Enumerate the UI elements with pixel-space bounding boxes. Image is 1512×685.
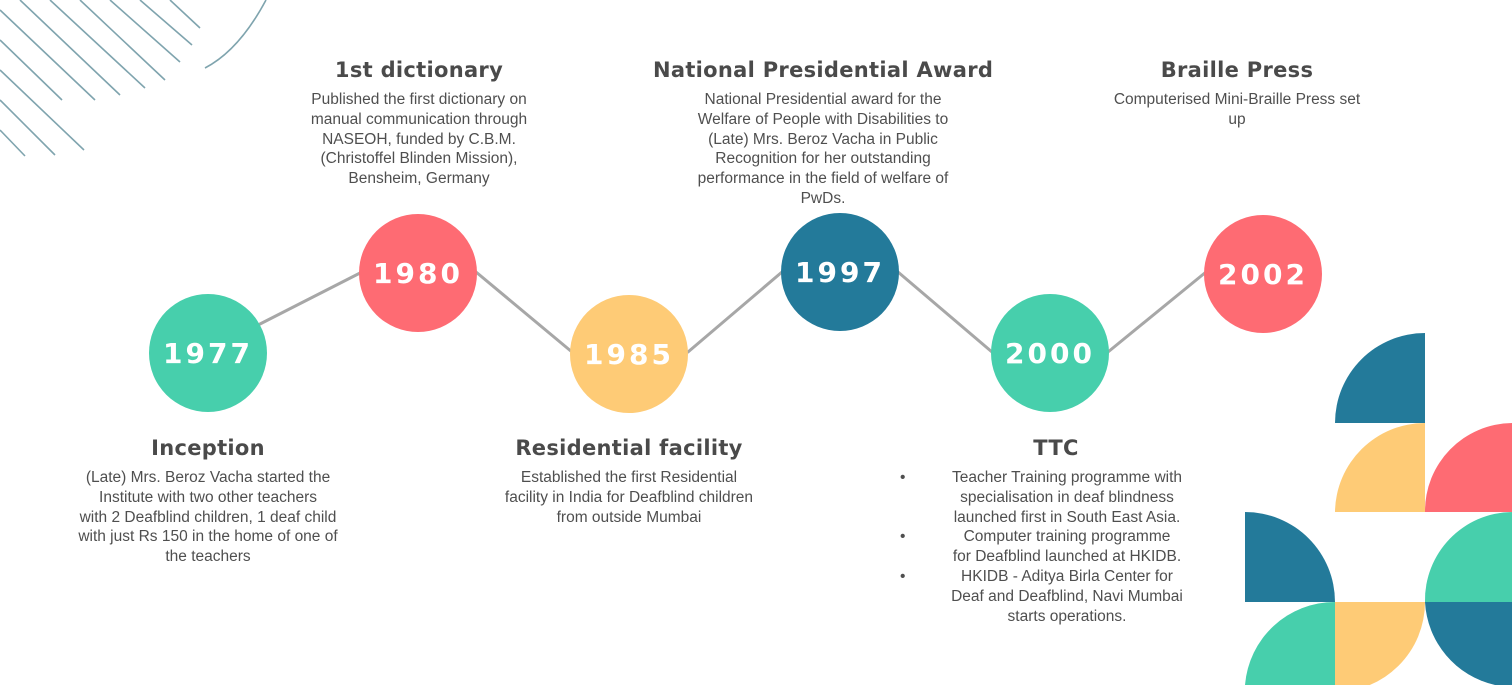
description-line: NASEOH, funded by C.B.M. bbox=[322, 130, 516, 148]
milestone-2000-text bbox=[896, 436, 1216, 626]
milestone-description bbox=[259, 90, 579, 189]
description-line: (Late) Mrs. Beroz Vacha in Public bbox=[708, 130, 938, 148]
description-line: Established the first Residential bbox=[520, 469, 738, 486]
bullet-item bbox=[896, 527, 1216, 567]
milestone-heading: Residential facility bbox=[515, 436, 743, 460]
bullet-line: for Deafblind launched at HKIDB. bbox=[952, 548, 1182, 566]
bullet-item bbox=[896, 468, 1216, 527]
milestone-2002-text bbox=[1077, 58, 1397, 130]
bullet-line: • Computer training programme bbox=[963, 528, 1171, 546]
description-line: Institute with two other teachers bbox=[99, 488, 317, 506]
milestone-circle-1997 bbox=[781, 213, 899, 331]
description-line: Bensheim, Germany bbox=[348, 170, 490, 188]
milestone-1977-text bbox=[48, 436, 368, 567]
description-line: PwDs. bbox=[800, 189, 846, 207]
bullet-line: starts operations. bbox=[1007, 607, 1127, 625]
bullet-item bbox=[896, 567, 1216, 626]
bullet-line: • HKIDB - Aditya Birla Center for bbox=[961, 567, 1173, 585]
milestone-heading: TTC bbox=[1033, 436, 1079, 460]
bullet-line: launched first in South East Asia. bbox=[953, 508, 1181, 526]
year-label: 1980 bbox=[373, 256, 463, 290]
milestone-1985-text bbox=[464, 436, 794, 527]
milestone-heading: Braille Press bbox=[1160, 58, 1314, 82]
milestone-1980-text bbox=[259, 58, 579, 189]
milestone-description bbox=[464, 468, 794, 527]
milestone-heading: 1st dictionary bbox=[334, 58, 504, 82]
description-line: from outside Mumbai bbox=[556, 508, 702, 526]
milestone-heading: Inception bbox=[151, 436, 265, 460]
milestone-heading: National Presidential Award bbox=[653, 58, 994, 82]
description-line: Published the first dictionary on bbox=[311, 91, 527, 108]
year-label: 1985 bbox=[584, 337, 674, 371]
description-line: (Late) Mrs. Beroz Vacha started the bbox=[85, 469, 331, 486]
milestone-circle-1977 bbox=[149, 294, 267, 412]
description-line: Computerised Mini-Braille Press set bbox=[1113, 91, 1361, 108]
year-label: 2002 bbox=[1218, 257, 1308, 291]
description-line: facility in India for Deafblind children bbox=[504, 488, 754, 506]
milestone-description bbox=[653, 90, 993, 209]
milestone-circle-2002 bbox=[1204, 215, 1322, 333]
description-line: manual communication through bbox=[310, 110, 528, 128]
description-line: Recognition for her outstanding bbox=[715, 150, 931, 168]
bullet-line: specialisation in deaf blindness bbox=[960, 488, 1174, 506]
milestone-circle-1980 bbox=[359, 214, 477, 332]
description-line: with 2 Deafblind children, 1 deaf child bbox=[79, 508, 337, 526]
description-line: the teachers bbox=[165, 548, 251, 566]
year-label: 2000 bbox=[1005, 336, 1095, 370]
milestone-circle-1985 bbox=[570, 295, 688, 413]
bullet-line: • Teacher Training programme with bbox=[951, 469, 1183, 486]
description-line: National Presidential award for the bbox=[704, 91, 942, 108]
description-line: (Christoffel Blinden Mission), bbox=[320, 150, 518, 168]
description-line: performance in the field of welfare of bbox=[697, 170, 949, 188]
description-line: up bbox=[1228, 110, 1246, 128]
milestone-circle-2000 bbox=[991, 294, 1109, 412]
description-line: with just Rs 150 in the home of one of bbox=[78, 528, 338, 546]
milestone-1997-text bbox=[653, 58, 993, 209]
milestone-bullet-list bbox=[896, 468, 1216, 626]
milestone-description bbox=[1077, 90, 1397, 130]
year-label: 1997 bbox=[795, 255, 885, 289]
description-line: Welfare of People with Disabilities to bbox=[697, 110, 949, 128]
bullet-line: Deaf and Deafblind, Navi Mumbai bbox=[951, 587, 1183, 605]
milestone-description bbox=[48, 468, 368, 567]
year-label: 1977 bbox=[163, 336, 253, 370]
